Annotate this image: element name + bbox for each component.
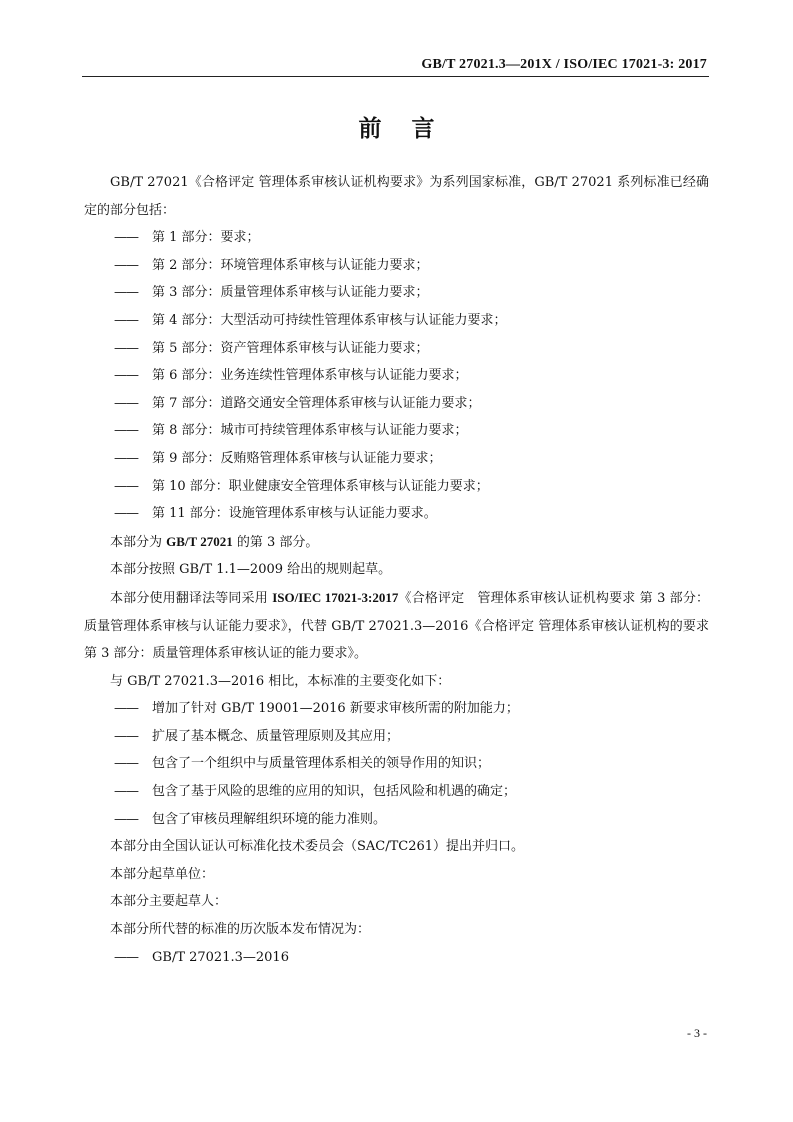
list-item: —— 第 11 部分：设施管理体系审核与认证能力要求。 — [114, 506, 437, 522]
page-number: - 3 - — [687, 1026, 707, 1040]
history-intro: 本部分所代替的标准的历次版本发布情况为： — [110, 922, 371, 938]
standard-code: GB/T 27021.3—201X / ISO/IEC 17021-3: 2017 — [421, 57, 707, 72]
drafting-rule: 本部分按照 GB/T 1.1—2009 给出的规则起草。 — [110, 562, 392, 578]
history-list — [84, 944, 709, 972]
intro-paragraph: GB/T 27021《合格评定 管理体系审核认证机构要求》为系列国家标准，GB/T 27021 系列标准已经确定的部分包括： — [84, 175, 709, 218]
list-item: —— 包含了审核员理解组织环境的能力准则。 — [114, 811, 387, 827]
drafting-units: 本部分起草单位： — [110, 866, 215, 882]
list-item: —— 第 1 部分：要求； — [114, 230, 260, 246]
list-item: —— 包含了基于风险的思维的应用的知识，包括风险和机遇的确定； — [114, 784, 517, 800]
list-item: —— 第 10 部分：职业健康安全管理体系审核与认证能力要求； — [114, 478, 489, 494]
page-title: 前言 — [358, 116, 465, 142]
list-item: —— 第 7 部分：道路交通安全管理体系审核与认证能力要求； — [114, 395, 481, 411]
list-item: —— 第 4 部分：大型活动可持续性管理体系审核与认证能力要求； — [114, 312, 507, 328]
changes-intro: 与 GB/T 27021.3—2016 相比，本标准的主要变化如下： — [110, 673, 451, 689]
list-item: —— 扩展了基本概念、质量管理原则及其应用； — [114, 728, 400, 744]
header-divider — [82, 76, 709, 77]
list-item: —— 包含了一个组织中与质量管理体系相关的领导作用的知识； — [114, 756, 491, 772]
list-item: —— 增加了针对 GB/T 19001—2016 新要求审核所需的附加能力； — [114, 701, 519, 717]
list-item: —— 第 9 部分：反贿赂管理体系审核与认证能力要求； — [114, 450, 442, 466]
list-item: —— 第 3 部分：质量管理体系审核与认证能力要求； — [114, 285, 429, 301]
proposer-statement: 本部分由全国认证认可标准化技术委员会（SAC/TC261）提出并归口。 — [110, 839, 525, 855]
list-item: —— 第 2 部分：环境管理体系审核与认证能力要求； — [114, 257, 429, 273]
list-item: —— GB/T 27021.3—2016 — [114, 949, 289, 965]
drafters: 本部分主要起草人： — [110, 894, 228, 910]
list-item: —— 第 6 部分：业务连续性管理体系审核与认证能力要求； — [114, 368, 468, 384]
part-statement: 本部分为 GB/T 27021 的第 3 部分。 — [110, 533, 319, 550]
list-item: —— 第 5 部分：资产管理体系审核与认证能力要求； — [114, 340, 429, 356]
list-item: —— 第 8 部分：城市可持续管理体系审核与认证能力要求； — [114, 423, 468, 439]
adoption-paragraph: 本部分使用翻译法等同采用 ISO/IEC 17021-3:2017《合格评定 管理体系审核认证机构要求 第 3 部分：质量管理体系审核与认证能力要求》，代替 GB/T 27021.3—2016《合格评定 管理体系审核认证机构的要求 第 3 部分：质量管理体系审核认证的能力要求》。 — [84, 589, 709, 662]
document-body — [84, 169, 709, 971]
parts-list — [84, 224, 709, 528]
changes-list — [84, 695, 709, 833]
